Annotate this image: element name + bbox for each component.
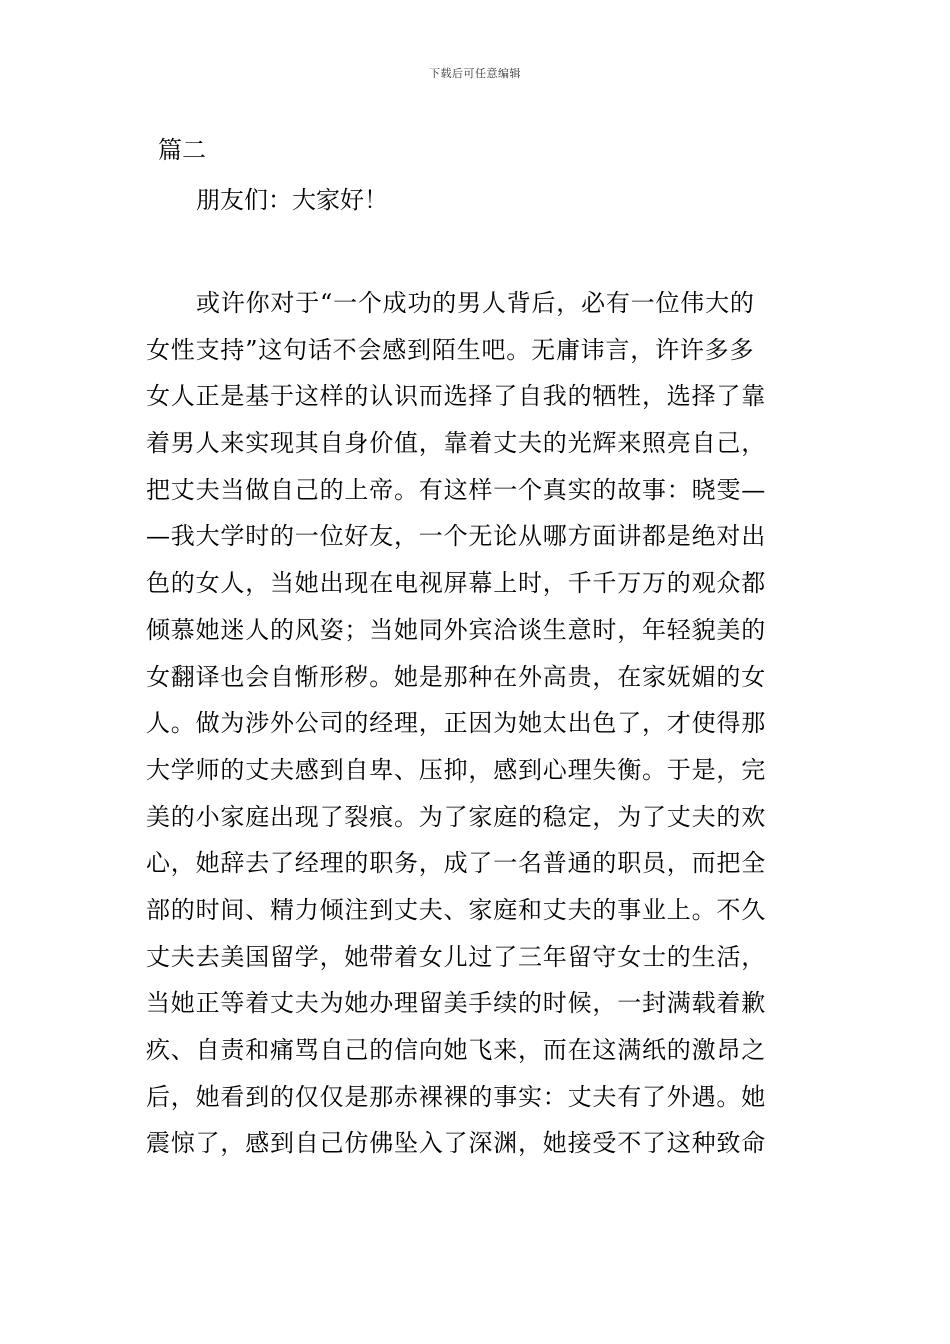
paragraph-line: 女性支持”这句话不会感到陌生吧。无庸讳言，许许多多 <box>146 335 755 364</box>
paragraph-line: 疚、自责和痛骂自己的信向她飞来，而在这满纸的激昂之 <box>146 1036 766 1064</box>
header-note: 下载后可任意编辑 <box>429 67 521 80</box>
paragraph-line: 色的女人，当她出现在电视屏幕上时，千千万万的观众都 <box>146 569 766 598</box>
paragraph-line: 当她正等着丈夫为她办理留美手续的时候，一封满载着歉 <box>146 989 766 1018</box>
paragraph-line: 丈夫去美国留学，她带着女儿过了三年留守女士的生活， <box>146 942 766 971</box>
section-title: 篇二 <box>158 136 206 164</box>
paragraph-line: 大学师的丈夫感到自卑、压抑，感到心理失衡。于是，完 <box>146 755 766 784</box>
paragraph-line: 部的时间、精力倾注到丈夫、家庭和丈夫的事业上。不久 <box>146 895 766 924</box>
paragraph-line: 美的小家庭出现了裂痕。为了家庭的稳定，为了丈夫的欢 <box>146 802 766 831</box>
paragraph-line: 女人正是基于这样的认识而选择了自我的牺牲，选择了靠 <box>146 382 766 411</box>
paragraph-line: 倾慕她迷人的风姿；当她同外宾洽谈生意时，年轻貌美的 <box>146 615 766 644</box>
paragraph-line: 震惊了，感到自己仿佛坠入了深渊，她接受不了这种致命 <box>146 1129 766 1158</box>
paragraph-line: 心，她辞去了经理的职务，成了一名普通的职员，而把全 <box>146 849 766 878</box>
paragraph-line: 或许你对于“一个成功的男人背后，必有一位伟大的 <box>196 289 755 317</box>
paragraph-line: 后，她看到的仅仅是那赤裸裸的事实：丈夫有了外遇。她 <box>146 1082 766 1111</box>
paragraph-line: 着男人来实现其自身价值，靠着丈夫的光辉来照亮自己， <box>146 429 766 458</box>
body-paragraph <box>146 280 816 1167</box>
greeting-line: 朋友们：大家好！ <box>196 186 388 214</box>
paragraph-line: 把丈夫当做自己的上帝。有这样一个真实的故事：晓雯— <box>146 475 766 504</box>
paragraph-line: —我大学时的一位好友，一个无论从哪方面讲都是绝对出 <box>146 522 766 551</box>
paragraph-line: 女翻译也会自惭形秽。她是那种在外高贵，在家妩媚的女 <box>146 662 766 691</box>
paragraph-line: 人。做为涉外公司的经理，正因为她太出色了，才使得那 <box>146 709 766 738</box>
